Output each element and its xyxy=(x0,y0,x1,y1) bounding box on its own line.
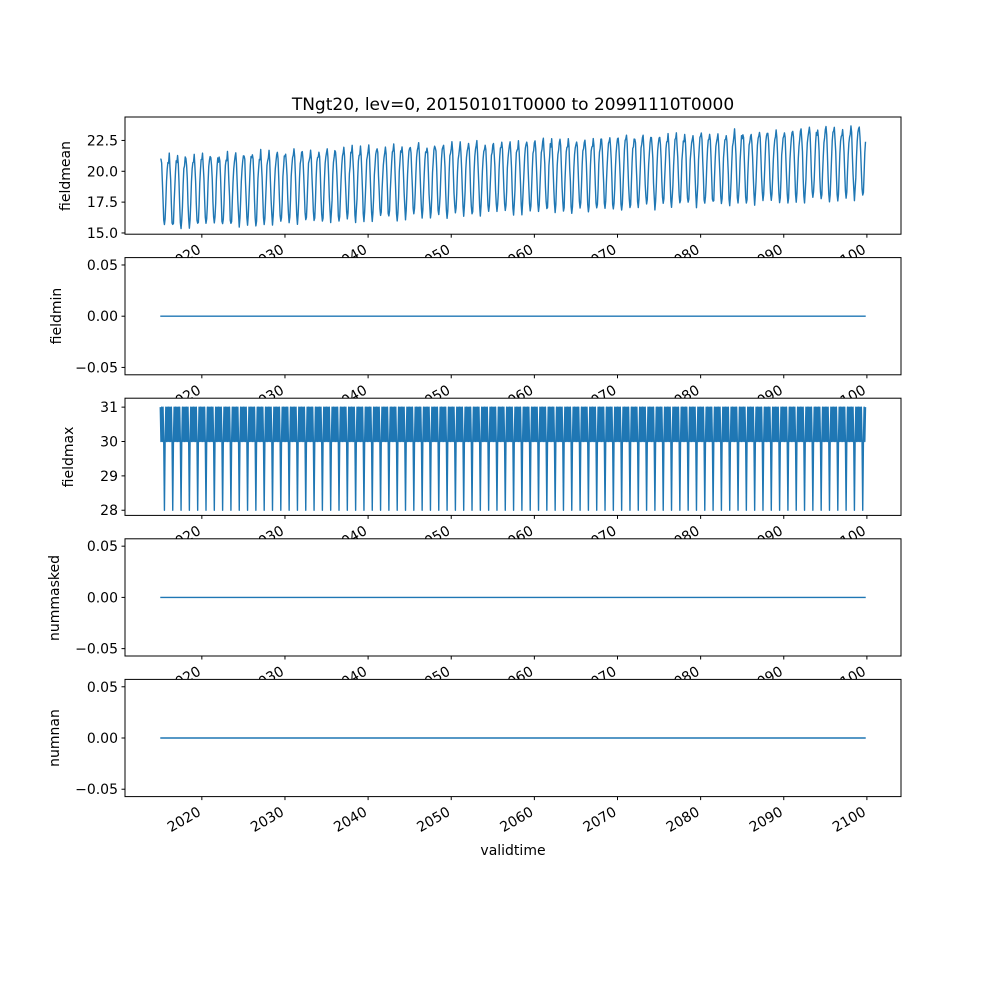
y-axis-label-fieldmean: fieldmean xyxy=(58,141,74,211)
y-axis-label-fieldmin: fieldmin xyxy=(49,287,65,345)
x-tick-label: 2100 xyxy=(830,804,869,836)
y-tick-label: 17.5 xyxy=(86,195,118,212)
y-tick-label: 15.0 xyxy=(86,225,118,242)
y-tick-label: 0.00 xyxy=(86,590,118,607)
y-tick-label: 0.05 xyxy=(86,679,118,696)
y-axis-label-fieldmax: fieldmax xyxy=(61,426,77,488)
x-tick-label: 2050 xyxy=(414,804,454,836)
subplot-fieldmin xyxy=(75,257,901,417)
y-tick-label: 20.0 xyxy=(86,164,118,181)
y-tick-label: 0.05 xyxy=(86,539,118,556)
y-tick-label: 22.5 xyxy=(86,133,118,150)
y-tick-label: 0.05 xyxy=(86,257,118,274)
y-tick-label: −0.05 xyxy=(75,782,118,799)
x-tick-label: 2030 xyxy=(248,804,287,836)
x-tick-label: 2060 xyxy=(497,804,537,836)
subplot-fieldmean xyxy=(87,117,901,273)
x-tick-label: 2020 xyxy=(164,804,204,836)
y-axis-label-nummasked: nummasked xyxy=(47,555,63,642)
y-tick-label: 0.00 xyxy=(86,309,118,326)
y-tick-label: 28 xyxy=(100,503,118,520)
subplot-fieldmax xyxy=(100,398,901,554)
x-tick-label: 2080 xyxy=(663,804,703,836)
x-axis-label: validtime xyxy=(480,843,546,859)
x-tick-label: 2040 xyxy=(331,804,371,836)
x-tick-label: 2070 xyxy=(580,804,620,836)
y-tick-label: 31 xyxy=(100,400,118,417)
subplot-nummasked xyxy=(75,539,901,695)
y-tick-label: 30 xyxy=(100,434,118,451)
y-axis-label-numnan: numnan xyxy=(47,709,63,767)
y-tick-label: 29 xyxy=(100,468,118,485)
y-tick-label: 0.00 xyxy=(86,731,118,747)
y-tick-label: −0.05 xyxy=(75,641,118,658)
y-tick-label: −0.05 xyxy=(75,360,118,377)
x-tick-label: 2090 xyxy=(746,804,786,836)
subplot-numnan xyxy=(75,679,901,835)
figure-title: TNgt20, lev=0, 20150101T0000 to 20991110T0000 xyxy=(291,95,735,115)
